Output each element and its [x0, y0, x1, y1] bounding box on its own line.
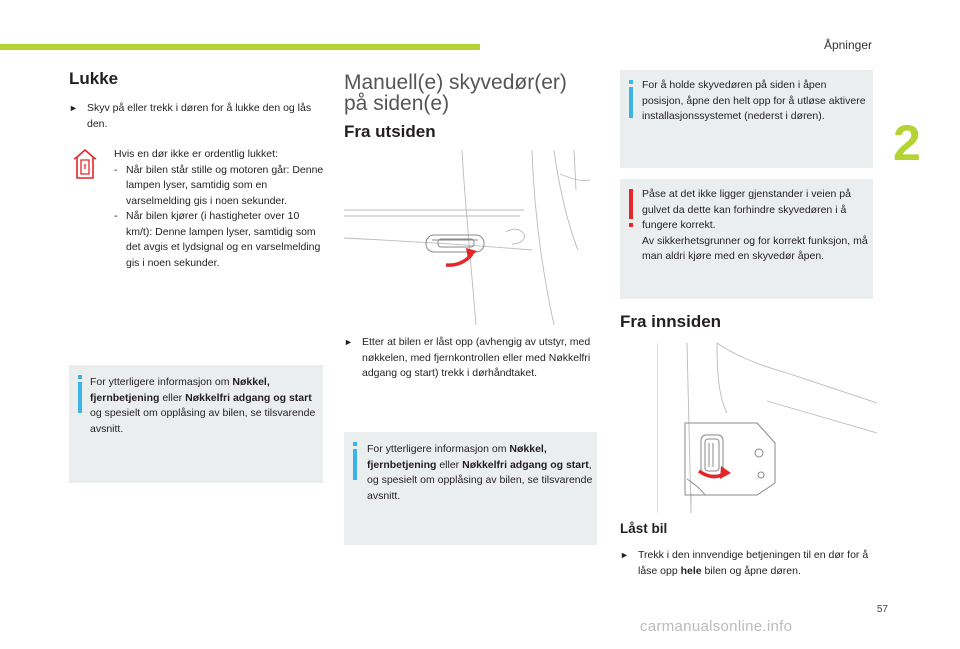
info-text-mid: eller [436, 458, 463, 471]
info-bold-keyword: Nøkkel, fjernbetjening [367, 443, 547, 471]
info-box-1 [69, 365, 323, 483]
info-text-pre: For ytterligere informasjon om [367, 443, 510, 455]
door-warning-text [114, 147, 324, 271]
page-number: 57 [876, 604, 888, 615]
interior-door-control-illustration [657, 343, 877, 513]
info-bold-keyword: Nøkkel, fjernbetjening [90, 376, 270, 404]
warning-intro: Hvis en dør ikke er ordentlig lukket: [114, 148, 278, 160]
info-box-2 [344, 432, 597, 545]
info-text-pre: For ytterligere informasjon om [90, 376, 233, 388]
step-text: Etter at bilen er låst opp (avhengig av utstyr, med nøkkelen, med fjernkontrollen eller med Nøkkelfri adgang og start) trekk i dørhåndtaket. [362, 336, 591, 379]
arrow-bullet-icon: ► [620, 550, 629, 560]
chapter-number: 2 [893, 115, 921, 171]
info-text-post: , og spesielt om opplåsing av bilen, se tilsvarende avsnitt. [367, 458, 593, 502]
info-box-3 [620, 70, 873, 168]
warning-text-2: Av sikkerhetsgrunner og for korrekt funksjon, må man aldri kjøre med en skyvedør åpen. [642, 234, 868, 262]
heading-manual-door-1: Manuell(e) skyvedør(er) [344, 71, 567, 94]
info-marker-icon [78, 375, 82, 413]
header-accent-bar [0, 44, 480, 50]
door-open-warning-icon [73, 147, 97, 181]
step-text: Skyv på eller trekk i døren for å lukke den og lås den. [87, 102, 312, 130]
step-lukke [69, 101, 319, 132]
step-text-bold: hele [680, 564, 702, 577]
heading-manual-door-2: på siden(e) [344, 92, 450, 115]
step-text-pre: Trekk i den innvendige betjeningen til en dør for å låse opp [638, 549, 869, 577]
heading-lukke: Lukke [69, 69, 119, 88]
exclamation-marker-icon [629, 189, 633, 227]
info-text-mid: eller [159, 391, 186, 404]
warning-text [642, 187, 868, 265]
arrow-bullet-icon: ► [69, 103, 78, 113]
warning-box [620, 179, 873, 299]
watermark: carmanualsonline.info [640, 618, 793, 635]
info-text-post: og spesielt om opplåsing av bilen, se tilsvarende avsnitt. [90, 407, 316, 435]
warning-list [114, 163, 324, 272]
step-utsiden [344, 335, 594, 382]
section-title: Åpninger [823, 38, 872, 52]
heading-fra-innsiden: Fra innsiden [620, 312, 722, 331]
heading-last-bil: Låst bil [620, 521, 668, 536]
step-text-post: bilen og åpne døren. [701, 564, 801, 577]
info-marker-icon [629, 80, 633, 118]
info-text-1 [90, 375, 318, 437]
warning-item: - Når bilen står stille og motoren går: Denne lampen lyser, samtidig som en varselmelding gis i noen sekunder. [114, 163, 324, 210]
heading-fra-utsiden: Fra utsiden [344, 122, 436, 141]
info-text-2 [367, 442, 593, 504]
info-text-3: For å holde skyvedøren på siden i åpen posisjon, åpne den helt opp for å utløse aktivere installasjonssystemet (nederst i døren). [642, 79, 866, 122]
step-innsiden [620, 548, 875, 579]
warning-item: - Når bilen kjører (i hastigheter over 10 km/t): Denne lampen lyser, samtidig som det avgis et lydsignal og en varselmelding gis i noen sekunder. [114, 209, 324, 271]
arrow-bullet-icon: ► [344, 337, 353, 347]
warning-text-1: Påse at det ikke ligger gjenstander i veien på gulvet da dette kan forhindre skyvedøren i å fungere korrekt. [642, 188, 851, 231]
info-bold-keyword: Nøkkelfri adgang og start [462, 458, 589, 471]
info-marker-icon [353, 442, 357, 480]
info-bold-keyword: Nøkkelfri adgang og start [185, 391, 312, 404]
exterior-door-handle-illustration [344, 150, 596, 325]
